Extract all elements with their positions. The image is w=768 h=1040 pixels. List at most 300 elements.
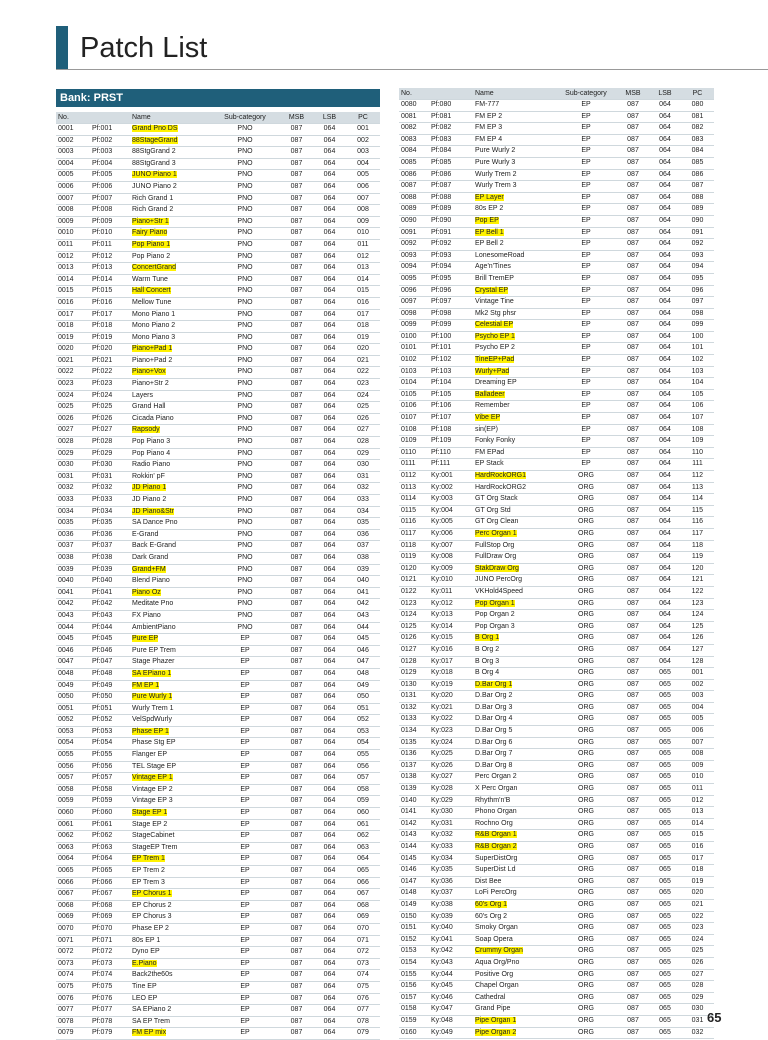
patch-name-text: Pop Piano 4 [132,449,171,457]
patch-no: 0065 [56,866,90,878]
patch-id: Pf:065 [90,866,130,878]
patch-pc: 023 [681,923,714,935]
patch-no: 0067 [56,889,90,901]
patch-msb: 087 [280,645,313,657]
patch-lsb: 064 [649,320,681,332]
table-row [56,877,380,889]
patch-lsb: 064 [313,866,346,878]
patch-pc: 047 [346,657,380,669]
patch-msb: 087 [280,390,313,402]
patch-name [130,738,210,750]
patch-lsb: 064 [313,889,346,901]
patch-name-text: Phono Organ [475,808,517,816]
table-row [56,367,380,379]
table-row [56,657,380,669]
patch-name-text: Rapsody [132,426,160,434]
table-row [399,308,714,320]
patch-name-text: R&B Organ 2 [475,843,517,850]
patch-id: Ky:009 [429,563,473,575]
patch-no: 0079 [56,1028,90,1040]
patch-name-text: Soap Opera [475,935,513,943]
patch-subcategory: ORG [555,749,617,761]
patch-lsb: 065 [649,726,681,738]
patch-name [130,935,210,947]
table-row [399,957,714,969]
patch-name-text: 80s EP 1 [132,936,161,944]
patch-no: 0100 [399,331,429,343]
patch-name-text: FullDraw Org [475,553,517,561]
patch-subcategory: PNO [210,228,280,240]
patch-id: Pf:030 [90,460,130,472]
patch-msb: 087 [280,947,313,959]
patch-id: Pf:042 [90,599,130,611]
table-row [399,969,714,981]
patch-id: Pf:036 [90,529,130,541]
patch-name [130,518,210,530]
patch-subcategory: PNO [210,205,280,217]
patch-name [473,239,555,251]
patch-lsb: 064 [313,471,346,483]
patch-lsb: 064 [649,644,681,656]
patch-name [130,309,210,321]
patch-no: 0055 [56,750,90,762]
patch-pc: 123 [681,598,714,610]
patch-lsb: 064 [313,726,346,738]
patch-pc: 077 [346,1005,380,1017]
patch-msb: 087 [617,876,649,888]
patch-name-text: Dist Bee [475,877,502,885]
patch-msb: 087 [617,575,649,587]
table-row [56,286,380,298]
patch-name [130,784,210,796]
patch-subcategory: ORG [555,807,617,819]
patch-no: 0142 [399,818,429,830]
patch-no: 0033 [56,495,90,507]
patch-name [130,981,210,993]
patch-subcategory: EP [555,285,617,297]
patch-msb: 087 [280,610,313,622]
patch-no: 0152 [399,934,429,946]
patch-id: Ky:033 [429,842,473,854]
patch-name-text: LoFi PercOrg [475,889,517,897]
table-row [399,563,714,575]
patch-subcategory: EP [210,958,280,970]
patch-no: 0010 [56,228,90,240]
patch-subcategory: EP [210,923,280,935]
patch-id: Ky:020 [429,691,473,703]
patch-subcategory: EP [210,935,280,947]
patch-no: 0051 [56,703,90,715]
patch-subcategory: PNO [210,309,280,321]
table-row [56,947,380,959]
patch-id: Pf:071 [90,935,130,947]
patch-subcategory: ORG [555,830,617,842]
patch-lsb: 064 [649,586,681,598]
patch-no: 0025 [56,402,90,414]
table-row [56,866,380,878]
patch-subcategory: ORG [555,702,617,714]
patch-name-text: Warm Tune [132,275,168,283]
table-row [399,331,714,343]
patch-lsb: 064 [649,215,681,227]
patch-name [473,355,555,367]
patch-name [473,876,555,888]
patch-subcategory: ORG [555,876,617,888]
patch-name [473,262,555,274]
patch-subcategory: EP [555,204,617,216]
patch-subcategory: ORG [555,575,617,587]
patch-subcategory: PNO [210,437,280,449]
patch-id: Pf:011 [90,239,130,251]
patch-id: Ky:046 [429,992,473,1004]
patch-id: Ky:016 [429,644,473,656]
patch-subcategory: PNO [210,448,280,460]
table-row [399,749,714,761]
patch-msb: 087 [280,471,313,483]
header-pc: PC [681,88,714,100]
patch-pc: 032 [681,1027,714,1039]
patch-subcategory: EP [555,459,617,471]
table-row [56,703,380,715]
patch-lsb: 064 [313,1028,346,1040]
patch-name [130,379,210,391]
patch-id: Pf:008 [90,205,130,217]
patch-id: Pf:015 [90,286,130,298]
patch-no: 0121 [399,575,429,587]
patch-subcategory: ORG [555,482,617,494]
patch-msb: 087 [617,679,649,691]
patch-name [130,193,210,205]
patch-lsb: 065 [649,911,681,923]
patch-id: Ky:023 [429,726,473,738]
patch-msb: 087 [617,1015,649,1027]
patch-name-text: Fairy Piano [132,229,168,237]
patch-id: Pf:060 [90,808,130,820]
patch-name [130,610,210,622]
patch-subcategory: EP [555,134,617,146]
patch-subcategory: ORG [555,528,617,540]
patch-no: 0037 [56,541,90,553]
table-row [399,320,714,332]
table-row [399,598,714,610]
patch-msb: 087 [617,424,649,436]
patch-pc: 045 [346,634,380,646]
patch-lsb: 064 [313,1016,346,1028]
patch-msb: 087 [617,911,649,923]
patch-name-text: Pop Organ 1 [475,599,515,607]
patch-name [473,691,555,703]
patch-subcategory: EP [210,1016,280,1028]
patch-no: 0123 [399,598,429,610]
patch-msb: 087 [617,923,649,935]
table-row [56,425,380,437]
patch-pc: 026 [346,413,380,425]
patch-id: Ky:017 [429,656,473,668]
table-row [399,772,714,784]
table-row [399,447,714,459]
patch-id: Pf:056 [90,761,130,773]
table-row [56,437,380,449]
patch-msb: 087 [617,447,649,459]
table-row [56,321,380,333]
patch-lsb: 064 [313,506,346,518]
patch-name [130,251,210,263]
patch-msb: 087 [617,343,649,355]
patch-pc: 049 [346,680,380,692]
patch-pc: 007 [346,193,380,205]
table-row [56,460,380,472]
patch-subcategory: PNO [210,263,280,275]
patch-no: 0089 [399,204,429,216]
patch-name-text: GT Org Clean [475,518,519,526]
table-row [56,205,380,217]
patch-id: Pf:086 [429,169,473,181]
patch-name [473,946,555,958]
patch-subcategory: ORG [555,726,617,738]
patch-pc: 048 [346,668,380,680]
patch-pc: 076 [346,993,380,1005]
table-row [399,1027,714,1039]
patch-pc: 061 [346,819,380,831]
patch-name [130,355,210,367]
patch-subcategory: ORG [555,853,617,865]
patch-name [130,216,210,228]
table-row [399,192,714,204]
patch-id: Pf:111 [429,459,473,471]
patch-lsb: 065 [649,795,681,807]
patch-id: Ky:012 [429,598,473,610]
patch-lsb: 064 [313,738,346,750]
patch-name-text: GT Org Std [475,506,511,514]
patch-lsb: 064 [313,239,346,251]
patch-name-text: E.Piano [132,959,157,967]
patch-name [130,228,210,240]
patch-lsb: 064 [313,216,346,228]
patch-subcategory: EP [210,750,280,762]
patch-id: Pf:069 [90,912,130,924]
patch-name-text: EP Layer [475,193,504,201]
patch-id: Ky:007 [429,540,473,552]
patch-no: 0014 [56,274,90,286]
patch-pc: 005 [681,714,714,726]
patch-name [130,958,210,970]
patch-id: Ky:031 [429,818,473,830]
patch-no: 0068 [56,900,90,912]
patch-lsb: 064 [313,587,346,599]
patch-name [130,332,210,344]
patch-no: 0024 [56,390,90,402]
patch-no: 0092 [399,239,429,251]
patch-msb: 087 [617,668,649,680]
patch-subcategory: ORG [555,505,617,517]
patch-name-text: Pop Piano 2 [132,252,171,260]
patch-id: Pf:039 [90,564,130,576]
patch-name [130,181,210,193]
patch-msb: 087 [280,842,313,854]
patch-name-text: Flanger EP [132,751,168,759]
patch-msb: 087 [617,285,649,297]
patch-id: Pf:100 [429,331,473,343]
patch-subcategory: EP [210,1028,280,1040]
patch-name [130,889,210,901]
patch-lsb: 064 [313,286,346,298]
patch-msb: 087 [280,413,313,425]
table-row [399,517,714,529]
patch-id: Ky:019 [429,679,473,691]
patch-msb: 087 [617,644,649,656]
patch-lsb: 064 [313,274,346,286]
patch-pc: 058 [346,784,380,796]
patch-pc: 020 [681,888,714,900]
patch-pc: 122 [681,586,714,598]
patch-msb: 087 [617,1004,649,1016]
patch-id: Ky:021 [429,702,473,714]
patch-lsb: 064 [313,344,346,356]
patch-id: Pf:072 [90,947,130,959]
patch-id: Pf:046 [90,645,130,657]
patch-lsb: 064 [313,425,346,437]
patch-lsb: 064 [313,750,346,762]
patch-subcategory: PNO [210,460,280,472]
patch-name [473,227,555,239]
table-row [56,750,380,762]
patch-lsb: 065 [649,865,681,877]
patch-msb: 087 [280,796,313,808]
patch-id: Ky:036 [429,876,473,888]
patch-id: Pf:066 [90,877,130,889]
patch-msb: 087 [280,599,313,611]
patch-msb: 087 [280,355,313,367]
patch-name-text: Phase Stg EP [132,739,176,747]
patch-name [473,343,555,355]
patch-pc: 127 [681,644,714,656]
patch-id: Pf:093 [429,250,473,262]
patch-no: 0135 [399,737,429,749]
patch-msb: 087 [617,981,649,993]
patch-no: 0072 [56,947,90,959]
patch-no: 0074 [56,970,90,982]
table-row [56,900,380,912]
patch-name-text: Radio Piano [132,461,171,469]
patch-name-text: FM EP 3 [475,124,503,132]
patch-id: Ky:024 [429,737,473,749]
patch-subcategory: ORG [555,691,617,703]
patch-lsb: 065 [649,888,681,900]
patch-pc: 110 [681,447,714,459]
table-row [56,796,380,808]
patch-pc: 029 [681,992,714,1004]
patch-name [130,668,210,680]
patch-no: 0083 [399,134,429,146]
table-row [56,181,380,193]
patch-name [130,866,210,878]
patch-lsb: 064 [313,622,346,634]
table-row [399,355,714,367]
patch-subcategory: PNO [210,425,280,437]
patch-name [130,286,210,298]
patch-name-text: Tine EP [132,982,157,990]
patch-no: 0045 [56,634,90,646]
patch-pc: 011 [681,784,714,796]
patch-lsb: 064 [313,576,346,588]
patch-name [130,877,210,889]
patch-subcategory: ORG [555,737,617,749]
patch-name-text: Pop Organ 3 [475,622,515,630]
table-row [56,263,380,275]
table-row [399,482,714,494]
patch-name [473,204,555,216]
table-row [56,819,380,831]
patch-name [130,1028,210,1040]
patch-no: 0053 [56,726,90,738]
patch-name-text: Pipe Organ 2 [475,1028,517,1036]
patch-name-text: Crystal EP [475,286,509,294]
patch-id: Ky:041 [429,934,473,946]
patch-subcategory: ORG [555,1027,617,1039]
patch-pc: 015 [681,830,714,842]
patch-subcategory: EP [210,692,280,704]
patch-msb: 087 [617,899,649,911]
patch-lsb: 064 [649,552,681,564]
patch-msb: 087 [280,958,313,970]
patch-subcategory: EP [210,831,280,843]
patch-no: 0144 [399,842,429,854]
patch-msb: 087 [617,401,649,413]
patch-subcategory: ORG [555,1015,617,1027]
patch-no: 0141 [399,807,429,819]
patch-subcategory: ORG [555,760,617,772]
table-row [56,808,380,820]
patch-id: Pf:082 [429,123,473,135]
patch-no: 0101 [399,343,429,355]
patch-pc: 107 [681,413,714,425]
patch-name [130,819,210,831]
patch-lsb: 064 [649,273,681,285]
patch-name-text: Pop Piano 3 [132,438,171,446]
patch-lsb: 064 [649,633,681,645]
patch-pc: 088 [681,192,714,204]
patch-name [473,540,555,552]
patch-name [473,447,555,459]
patch-name [130,390,210,402]
table-row [399,459,714,471]
patch-lsb: 064 [313,923,346,935]
patch-id: Pf:094 [429,262,473,274]
patch-msb: 087 [280,170,313,182]
table-row [399,366,714,378]
patch-msb: 087 [280,912,313,924]
patch-no: 0086 [399,169,429,181]
patch-msb: 087 [280,124,313,136]
patch-no: 0015 [56,286,90,298]
patch-msb: 087 [280,981,313,993]
patch-no: 0147 [399,876,429,888]
patch-lsb: 064 [649,262,681,274]
patch-name-text: Pure EP Trem [132,646,176,654]
patch-msb: 087 [617,413,649,425]
patch-pc: 055 [346,750,380,762]
patch-lsb: 065 [649,1015,681,1027]
patch-name [473,992,555,1004]
patch-name-text: HardRockORG1 [475,472,526,479]
patch-msb: 087 [617,957,649,969]
patch-lsb: 064 [313,900,346,912]
patch-name [473,842,555,854]
patch-no: 0063 [56,842,90,854]
patch-id: Pf:045 [90,634,130,646]
patch-lsb: 065 [649,691,681,703]
patch-pc: 054 [346,738,380,750]
